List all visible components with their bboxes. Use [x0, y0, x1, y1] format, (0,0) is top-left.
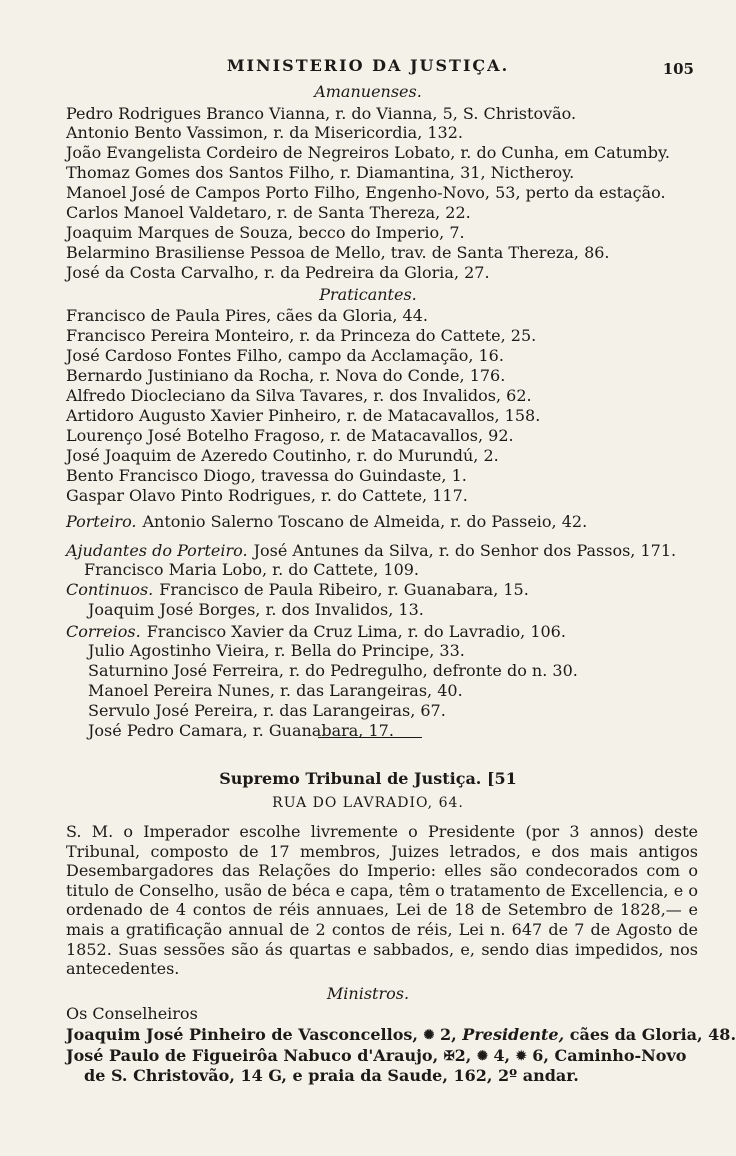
list-item: Gaspar Olavo Pinto Rodrigues, r. do Cattete, 117.	[66, 486, 468, 505]
list-item: Joaquim José Borges, r. dos Invalidos, 13.	[88, 600, 424, 619]
porteiro-label: Porteiro.	[66, 512, 137, 531]
section-heading-amanuenses: Amanuenses.	[314, 82, 422, 101]
list-item: Francisco Pereira Monteiro, r. da Princeza do Cattete, 25.	[66, 326, 537, 345]
minister-address-continued: de S. Christovão, 14 G, e praia da Saude, 162, 2º andar.	[84, 1066, 579, 1085]
minister-address: 6, Caminho-Novo	[532, 1046, 687, 1065]
list-item: José Joaquim de Azeredo Coutinho, r. do Murundú, 2.	[66, 446, 499, 465]
minister-role: Presidente,	[462, 1025, 565, 1044]
list-item: Bento Francisco Diogo, travessa do Guindaste, 1.	[66, 466, 467, 485]
porteiro-text: Antonio Salerno Toscano de Almeida, r. do Passeio, 42.	[142, 512, 588, 531]
list-item: Servulo José Pereira, r. das Larangeiras, 67.	[88, 701, 446, 720]
minister-address: cães da Gloria, 48.	[569, 1025, 736, 1044]
continuos-label: Continuos.	[66, 580, 154, 599]
minister-entry	[66, 1025, 736, 1045]
decoration-grade: 2,	[440, 1025, 457, 1044]
section-heading-praticantes: Praticantes.	[319, 285, 417, 304]
list-item: Alfredo Diocleciano da Silva Tavares, r. dos Invalidos, 62.	[66, 386, 532, 405]
ajudantes-entry	[66, 541, 696, 560]
list-item: Pedro Rodrigues Branco Vianna, r. do Vianna, 5, S. Christovão.	[66, 104, 577, 123]
page-number: 105	[662, 60, 694, 78]
decoration-cross-icon: ✠	[443, 1049, 455, 1064]
list-item: Manoel José de Campos Porto Filho, Engenho-Novo, 53, perto da estação.	[66, 183, 666, 202]
section-heading-ministros: Ministros.	[326, 984, 410, 1003]
list-item: Joaquim Marques de Souza, becco do Imperio, 7.	[66, 223, 465, 242]
decoration-star-icon: ✺	[423, 1028, 435, 1043]
list-item: José da Costa Carvalho, r. da Pedreira da Gloria, 27.	[66, 263, 490, 282]
list-item: Lourenço José Botelho Fragoso, r. de Matacavallos, 92.	[66, 426, 514, 445]
list-item: Thomaz Gomes dos Santos Filho, r. Diamantina, 31, Nictheroy.	[66, 163, 575, 182]
correios-label: Correios.	[66, 622, 141, 641]
list-item: Saturnino José Ferreira, r. do Pedregulho, defronte do n. 30.	[88, 661, 578, 680]
section-divider	[318, 737, 422, 738]
ajudantes-text: José Antunes da Silva, r. do Senhor dos Passos, 171.	[253, 541, 677, 560]
decoration-grade: 2,	[454, 1046, 472, 1065]
minister-entry	[66, 1046, 696, 1066]
continuos-text: Francisco de Paula Ribeiro, r. Guanabara, 15.	[159, 580, 529, 599]
list-item: Belarmino Brasiliense Pessoa de Mello, trav. de Santa Thereza, 86.	[66, 243, 610, 262]
minister-name: José Paulo de Figueirôa Nabuco d'Araujo,	[66, 1046, 439, 1065]
decoration-star-icon: ✺	[476, 1049, 488, 1064]
list-item: Carlos Manoel Valdetaro, r. de Santa Thereza, 22.	[66, 203, 471, 222]
list-item: Francisco de Paula Pires, cães da Gloria, 44.	[66, 306, 428, 325]
list-item: Antonio Bento Vassimon, r. da Misericordia, 132.	[66, 123, 463, 142]
correios-text: Francisco Xavier da Cruz Lima, r. do Lavradio, 106.	[146, 622, 566, 641]
list-item: Artidoro Augusto Xavier Pinheiro, r. de Matacavallos, 158.	[66, 406, 541, 425]
list-item: José Cardoso Fontes Filho, campo da Acclamação, 16.	[66, 346, 504, 365]
minister-name: Joaquim José Pinheiro de Vasconcellos,	[66, 1025, 418, 1044]
list-item: Julio Agostinho Vieira, r. Bella do Principe, 33.	[88, 641, 465, 660]
page-title: MINISTERIO DA JUSTIÇA.	[226, 56, 510, 75]
list-item: Bernardo Justiniano da Rocha, r. Nova do Conde, 176.	[66, 366, 506, 385]
conselheiros-label: Os Conselheiros	[66, 1004, 198, 1023]
court-address: RUA DO LAVRADIO, 64.	[272, 795, 464, 811]
court-paragraph: S. M. o Imperador escolhe livremente o Presidente (por 3 annos) deste Tribunal, composto de 17 membros, Juizes letrados, e dos mais antigos Desembargadores das Relações do Imperio: elles são condecorados com o titulo de Conselho, usão de béca e capa, têm o tratamento de Excellencia, e o ordenado de 4 contos de réis annuaes, Lei de 18 de Setembro de 1828,— e mais a gratificação annual de 2 contos de réis, Lei n. 647 de 7 de Agosto de 1852. Suas sessões são ás quartas e sabbados, e, sendo dias impedidos, nos antecedentes.	[66, 822, 698, 979]
list-item: João Evangelista Cordeiro de Negreiros Lobato, r. do Cunha, em Catumby.	[66, 143, 670, 162]
list-item: Francisco Maria Lobo, r. do Cattete, 109.	[84, 560, 420, 579]
correios-entry	[66, 622, 696, 641]
porteiro-entry	[66, 512, 696, 531]
court-title: Supremo Tribunal de Justiça. [51	[219, 769, 517, 788]
list-item: Manoel Pereira Nunes, r. das Larangeiras, 40.	[88, 681, 463, 700]
continuos-entry	[66, 580, 696, 599]
list-item: José Pedro Camara, r. Guanabara, 17.	[88, 721, 394, 740]
decoration-grade: 4,	[493, 1046, 511, 1065]
ajudantes-label: Ajudantes do Porteiro.	[66, 541, 248, 560]
decoration-medal-icon: ✹	[515, 1049, 527, 1064]
